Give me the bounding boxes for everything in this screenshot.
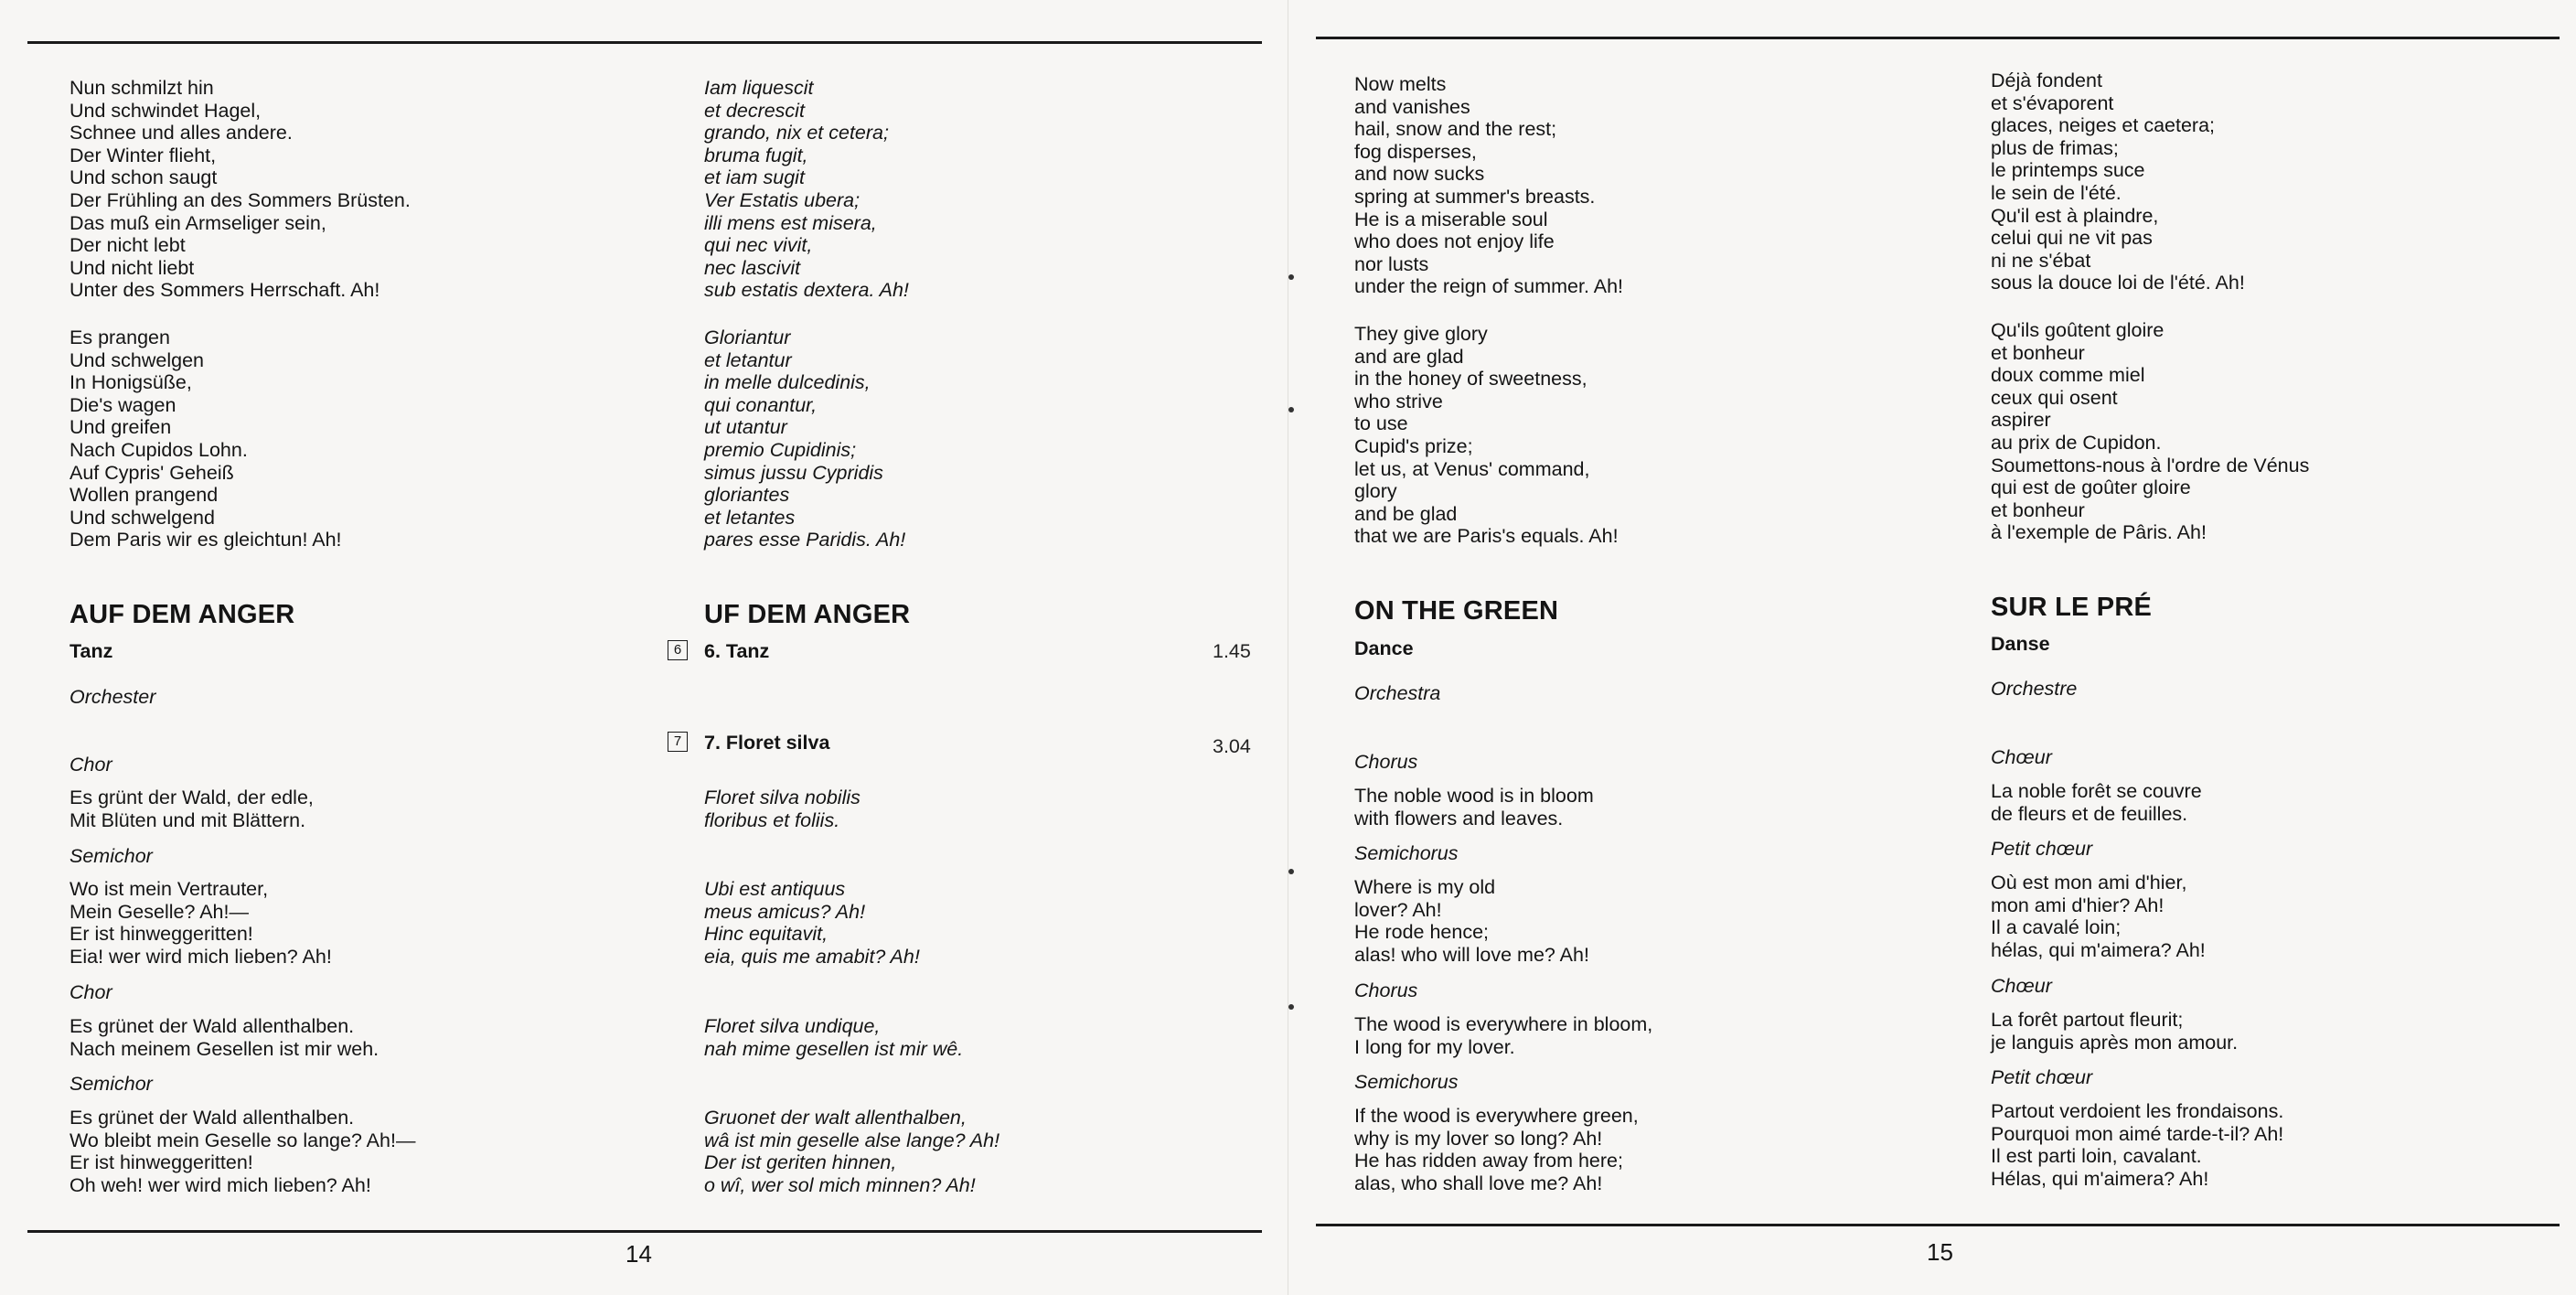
text-line: sous la douce loi de l'été. Ah! <box>1991 272 2245 294</box>
text-line: premio Cupidinis; <box>704 438 857 461</box>
text-line: le printemps suce <box>1991 159 2145 182</box>
text-line: The noble wood is in bloom <box>1354 785 1594 807</box>
text-line: hail, snow and the rest; <box>1354 118 1557 141</box>
text-line: to use <box>1354 412 1408 435</box>
text-line: Ubi est antiquus <box>704 878 846 900</box>
text-line: He is a miserable soul <box>1354 208 1548 230</box>
role-label: Chœur <box>1991 975 2052 997</box>
text-line: alas, who shall love me? Ah! <box>1354 1172 1603 1194</box>
binding-mark <box>1288 274 1294 280</box>
text-line: Und schwindet Hagel, <box>69 99 262 122</box>
text-line: et letantes <box>704 506 796 529</box>
text-line: Und schon saugt <box>69 166 218 189</box>
page-15 <box>1288 0 2576 1295</box>
text-line: Hélas, qui m'aimera? Ah! <box>1991 1167 2209 1190</box>
text-line: illi mens est misera, <box>704 211 877 234</box>
binding-mark <box>1288 407 1294 412</box>
text-line: in melle dulcedinis, <box>704 371 871 394</box>
text-line: Il a cavalé loin; <box>1991 916 2122 939</box>
text-line: au prix de Cupidon. <box>1991 431 2162 454</box>
text-line: pares esse Paridis. Ah! <box>704 529 906 551</box>
lyric-block <box>1354 785 1594 829</box>
text-line: mon ami d'hier? Ah! <box>1991 894 2164 916</box>
text-line: ceux qui osent <box>1991 386 2118 409</box>
text-line: Es grünt der Wald, der edle, <box>69 787 314 808</box>
role-label: Semichor <box>69 845 153 867</box>
role-label: Petit chœur <box>1991 1066 2093 1088</box>
text-line: and vanishes <box>1354 95 1470 118</box>
role-label: Orchestre <box>1991 678 2078 700</box>
text-line: qui est de goûter gloire <box>1991 476 2191 499</box>
text-line: Ver Estatis ubera; <box>704 188 860 211</box>
text-line: gloriantes <box>704 484 790 507</box>
text-line: meus amicus? Ah! <box>704 900 866 923</box>
text-line: eia, quis me amabit? Ah! <box>704 945 920 968</box>
track-title: 7. Floret silva <box>704 732 830 754</box>
lyric-block <box>1991 780 2202 825</box>
text-line: Nach meinem Gesellen ist mir weh. <box>69 1037 379 1060</box>
text-line: Qu'il est à plaindre, <box>1991 204 2159 227</box>
text-line: nah mime gesellen ist mir wê. <box>704 1037 964 1060</box>
section-subheading: Danse <box>1991 633 2050 655</box>
text-line: Die's wagen <box>69 393 176 416</box>
lyric-block <box>69 878 332 968</box>
text-line: and now sucks <box>1354 163 1485 186</box>
section-heading-french: SUR LE PRÉ <box>1991 593 2153 622</box>
text-line: et s'évaporent <box>1991 91 2114 114</box>
top-rule <box>27 41 1262 44</box>
lyric-block <box>69 1015 379 1060</box>
lyric-block <box>1354 876 1589 966</box>
section-heading-english: ON THE GREEN <box>1354 596 1559 626</box>
text-line: doux comme miel <box>1991 364 2145 387</box>
role-label: Chœur <box>1991 746 2052 768</box>
text-line: In Honigsüße, <box>69 371 192 394</box>
text-line: Es prangen <box>69 326 170 348</box>
text-line: let us, at Venus' command, <box>1354 457 1590 480</box>
text-line: Pourquoi mon aimé tarde-t-il? Ah! <box>1991 1122 2284 1145</box>
text-line: ut utantur <box>704 416 787 439</box>
text-line: They give glory <box>1354 323 1488 345</box>
text-line: sub estatis dextera. Ah! <box>704 279 909 302</box>
text-line: et bonheur <box>1991 341 2085 364</box>
text-line: Und nicht liebt <box>69 256 195 279</box>
top-rule <box>1316 37 2560 39</box>
text-line: and are glad <box>1354 345 1464 368</box>
text-line: aspirer <box>1991 409 2051 432</box>
text-line: wâ ist min geselle alse lange? Ah! <box>704 1129 1000 1151</box>
role-label: Semichor <box>69 1073 153 1095</box>
english-stanza-1 <box>1354 73 1623 298</box>
text-line: glory <box>1354 480 1397 503</box>
text-line: in the honey of sweetness, <box>1354 368 1587 391</box>
text-line: je languis après mon amour. <box>1991 1031 2239 1054</box>
text-line: Wollen prangend <box>69 484 219 507</box>
text-line: If the wood is everywhere green, <box>1354 1105 1639 1127</box>
text-line: The wood is everywhere in bloom, <box>1354 1013 1653 1035</box>
text-line: Es grünet der Wald allenthalben. <box>69 1015 355 1037</box>
text-line: hélas, qui m'aimera? Ah! <box>1991 938 2206 961</box>
text-line: Oh weh! wer wird mich lieben? Ah! <box>69 1173 371 1196</box>
text-line: de fleurs et de feuilles. <box>1991 802 2188 825</box>
track-duration: 1.45 <box>1213 640 1251 662</box>
lyric-block <box>1991 1009 2238 1054</box>
bottom-rule <box>27 1230 1262 1233</box>
text-line: He has ridden away from here; <box>1354 1150 1623 1172</box>
section-heading-german: AUF DEM ANGER <box>69 600 295 629</box>
text-line: Gloriantur <box>704 326 791 348</box>
latin-stanza-2 <box>704 326 905 551</box>
text-line: grando, nix et cetera; <box>704 122 889 144</box>
text-line: Nach Cupidos Lohn. <box>69 438 248 461</box>
lyric-block <box>704 1015 963 1060</box>
track-title: 6. Tanz <box>704 640 770 662</box>
text-line: Il est parti loin, cavalant. <box>1991 1145 2202 1168</box>
latin-stanza-1 <box>704 77 909 302</box>
role-label: Chorus <box>1354 751 1418 773</box>
text-line: Er ist hinweggeritten! <box>69 923 253 946</box>
lyric-block <box>1354 1105 1639 1194</box>
track-number-box: 6 <box>668 640 688 660</box>
text-line: à l'exemple de Pâris. Ah! <box>1991 521 2207 544</box>
text-line: and be glad <box>1354 502 1458 525</box>
text-line: Iam liquescit <box>704 77 814 99</box>
text-line: Mein Geselle? Ah!— <box>69 900 249 923</box>
text-line: spring at summer's breasts. <box>1354 185 1596 208</box>
text-line: lover? Ah! <box>1354 898 1442 921</box>
section-heading-latin: UF DEM ANGER <box>704 600 911 629</box>
lyric-block <box>1991 872 2206 961</box>
role-label: Orchester <box>69 686 156 708</box>
text-line: qui conantur, <box>704 393 818 416</box>
text-line: with flowers and leaves. <box>1354 807 1564 829</box>
section-subheading: Tanz <box>69 640 113 662</box>
page-number: 15 <box>1927 1238 1953 1266</box>
text-line: nor lusts <box>1354 252 1429 275</box>
text-line: fog disperses, <box>1354 140 1477 163</box>
text-line: Now melts <box>1354 73 1447 95</box>
role-label: Semichorus <box>1354 842 1459 864</box>
track-number-box: 7 <box>668 732 688 752</box>
text-line: Und greifen <box>69 416 172 439</box>
text-line: Dem Paris wir es gleichtun! Ah! <box>69 529 342 551</box>
text-line: Mit Blüten und mit Blättern. <box>69 808 306 831</box>
lyric-block <box>1354 1013 1652 1058</box>
text-line: He rode hence; <box>1354 921 1490 944</box>
binding-mark <box>1288 869 1294 874</box>
text-line: alas! who will love me? Ah! <box>1354 943 1589 966</box>
french-stanza-2 <box>1991 319 2309 544</box>
role-label: Orchestra <box>1354 682 1441 704</box>
text-line: I long for my lover. <box>1354 1035 1515 1058</box>
text-line: Und schwelgend <box>69 506 215 529</box>
text-line: under the reign of summer. Ah! <box>1354 275 1623 298</box>
text-line: Partout verdoient les frondaisons. <box>1991 1100 2284 1122</box>
text-line: why is my lover so long? Ah! <box>1354 1127 1603 1150</box>
english-stanza-2 <box>1354 323 1619 548</box>
text-line: o wî, wer sol mich minnen? Ah! <box>704 1173 976 1196</box>
binding-mark <box>1288 1004 1294 1010</box>
role-label: Chor <box>69 981 112 1003</box>
page-number: 14 <box>625 1240 652 1268</box>
text-line: La forêt partout fleurit; <box>1991 1009 2184 1031</box>
text-line: Soumettons-nous à l'ordre de Vénus <box>1991 454 2310 476</box>
text-line: who strive <box>1354 390 1443 412</box>
german-stanza-1 <box>69 77 411 302</box>
text-line: Der Winter flieht, <box>69 144 217 166</box>
text-line: Où est mon ami d'hier, <box>1991 872 2187 894</box>
text-line: who does not enjoy life <box>1354 230 1555 253</box>
text-line: La noble forêt se couvre <box>1991 780 2202 802</box>
german-stanza-2 <box>69 326 342 551</box>
text-line: Schnee und alles andere. <box>69 122 293 144</box>
text-line: that we are Paris's equals. Ah! <box>1354 525 1619 548</box>
text-line: et letantur <box>704 348 792 371</box>
lyric-block <box>704 787 860 831</box>
text-line: plus de frimas; <box>1991 136 2119 159</box>
role-label: Chor <box>69 754 112 776</box>
role-label: Chorus <box>1354 979 1418 1001</box>
text-line: Das muß ein Armseliger sein, <box>69 211 326 234</box>
text-line: Floret silva undique, <box>704 1015 881 1037</box>
text-line: Floret silva nobilis <box>704 787 860 808</box>
section-subheading: Dance <box>1354 637 1414 659</box>
text-line: Where is my old <box>1354 876 1496 898</box>
text-line: Hinc equitavit, <box>704 923 828 946</box>
text-line: glaces, neiges et caetera; <box>1991 114 2216 137</box>
text-line: Der Frühling an des Sommers Brüsten. <box>69 188 411 211</box>
text-line: ni ne s'ébat <box>1991 249 2091 272</box>
text-line: Wo ist mein Vertrauter, <box>69 878 269 900</box>
text-line: Nun schmilzt hin <box>69 77 214 99</box>
text-line: Auf Cypris' Geheiß <box>69 461 234 484</box>
lyric-block <box>1991 1100 2283 1190</box>
text-line: Gruonet der walt allenthalben, <box>704 1107 967 1129</box>
text-line: Unter des Sommers Herrschaft. Ah! <box>69 279 380 302</box>
role-label: Semichorus <box>1354 1071 1459 1093</box>
text-line: Wo bleibt mein Geselle so lange? Ah!— <box>69 1129 416 1151</box>
role-label: Petit chœur <box>1991 838 2093 860</box>
text-line: et decrescit <box>704 99 805 122</box>
lyric-block <box>704 1107 999 1196</box>
text-line: qui nec vivit, <box>704 234 813 257</box>
text-line: Déjà fondent <box>1991 70 2102 91</box>
text-line: nec lascivit <box>704 256 801 279</box>
bottom-rule <box>1316 1224 2560 1226</box>
text-line: celui qui ne vit pas <box>1991 227 2153 250</box>
text-line: et iam sugit <box>704 166 805 189</box>
text-line: Er ist hinweggeritten! <box>69 1151 253 1174</box>
lyric-block <box>704 878 920 968</box>
track-duration: 3.04 <box>1213 735 1251 757</box>
text-line: bruma fugit, <box>704 144 808 166</box>
french-stanza-1 <box>1991 70 2245 294</box>
text-line: floribus et foliis. <box>704 808 840 831</box>
text-line: Es grünet der Wald allenthalben. <box>69 1107 355 1129</box>
text-line: Der nicht lebt <box>69 234 186 257</box>
text-line: Eia! wer wird mich lieben? Ah! <box>69 945 332 968</box>
lyric-block <box>69 1107 415 1196</box>
text-line: simus jussu Cypridis <box>704 461 883 484</box>
text-line: le sein de l'été. <box>1991 181 2122 204</box>
text-line: Und schwelgen <box>69 348 205 371</box>
text-line: Der ist geriten hinnen, <box>704 1151 897 1174</box>
lyric-block <box>69 787 314 831</box>
text-line: et bonheur <box>1991 498 2085 521</box>
text-line: Cupid's prize; <box>1354 434 1473 457</box>
text-line: Qu'ils goûtent gloire <box>1991 319 2164 341</box>
